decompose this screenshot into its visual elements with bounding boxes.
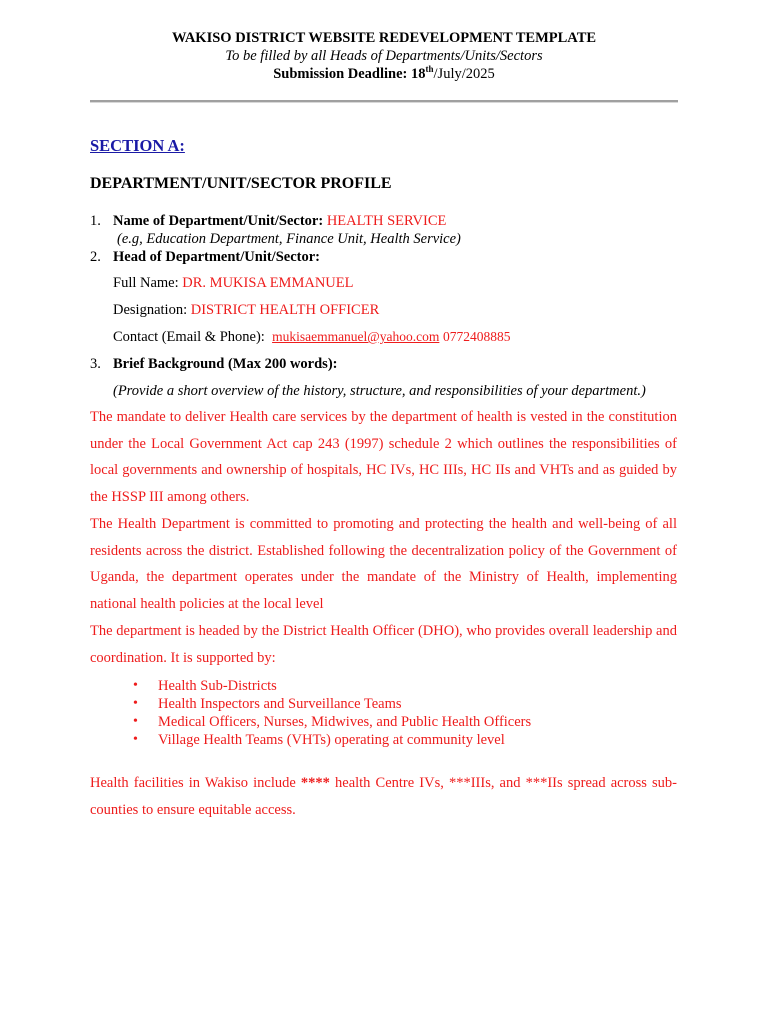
background-hint: (Provide a short overview of the history, structure, and responsibilities of your department.) [113,383,646,399]
contact-email-link[interactable]: mukisaemmanuel@yahoo.com [272,329,440,344]
background-paragraph-2: The Health Department is committed to promoting and protecting the health and well-being of all residents across the district. Established following the decentralization policy of the Government of Uganda, the department operates under the mandate of the Ministry of Health, implementing national health policies at the local level [90,516,677,613]
list-item [130,731,531,749]
bullet-icon: • [133,714,138,729]
facilities-placeholder: **** [300,775,330,791]
document-subtitle: To be filled by all Heads of Departments/Units/Sectors [225,48,543,64]
department-name-value: HEALTH SERVICE [326,213,447,229]
item-number-3: 3. [90,356,101,372]
contact-phone: 0772408885 [442,329,511,344]
department-name-row [113,212,446,230]
list-item-text: Health Inspectors and Surveillance Teams [158,696,402,712]
contact-row [113,328,510,346]
facilities-text-end: health Centre IVs, ***IIIs, and ***IIs spread across sub-counties to ensure equitable access. [90,775,677,818]
item-number-2: 2. [90,249,101,265]
background-paragraph-1: The mandate to deliver Health care services by the department of health is vested in the constitution under the Local Government Act cap 243 (1997) schedule 2 which outlines the responsibilities of local governments and ownership of hospitals, HC IVs, HC IIIs, HC IIs and VHTs and as guided by the HSSP III among others. [90,409,677,506]
designation-row [113,301,379,319]
department-name-label: Name of Department/Unit/Sector: [113,213,324,229]
designation-value: DISTRICT HEALTH OFFICER [190,302,380,318]
bullet-icon: • [133,696,138,711]
list-item-text: Medical Officers, Nurses, Midwives, and Public Health Officers [158,714,532,730]
list-item-text: Village Health Teams (VHTs) operating at community level [158,732,505,748]
deadline-ordinal: th [425,64,434,74]
section-heading: SECTION A: [90,136,185,155]
bullet-icon: • [133,678,138,693]
document-title: WAKISO DISTRICT WEBSITE REDEVELOPMENT TEMPLATE [171,30,597,46]
list-item-text: Health Sub-Districts [158,678,277,694]
bullet-icon: • [133,732,138,747]
contact-label: Contact (Email & Phone): [113,329,265,345]
section-title: DEPARTMENT/UNIT/SECTOR PROFILE [90,175,392,192]
full-name-value: DR. MUKISA EMMANUEL [182,275,354,291]
item-number-1: 1. [90,213,101,229]
deadline-label: Submission Deadline: 18 [273,66,426,82]
list-item [130,713,531,731]
background-paragraph-3: The department is headed by the District Health Officer (DHO), who provides overall leadership and coordination. It is supported by: [90,623,677,666]
list-item [130,677,531,695]
department-name-example: (e.g, Education Department, Finance Unit, Health Service) [117,231,461,247]
support-structure-list [130,677,531,749]
designation-label: Designation: [113,302,188,318]
header-divider [90,100,678,103]
list-item [130,695,531,713]
facilities-text-start: Health facilities in Wakiso include [90,775,301,791]
deadline-date: /July/2025 [433,66,495,82]
background-label: Brief Background (Max 200 words): [113,356,338,372]
full-name-row [113,274,353,292]
submission-deadline [0,65,768,83]
health-facilities-paragraph [90,770,677,823]
full-name-label: Full Name: [113,275,179,291]
head-of-department-label: Head of Department/Unit/Sector: [113,249,320,265]
